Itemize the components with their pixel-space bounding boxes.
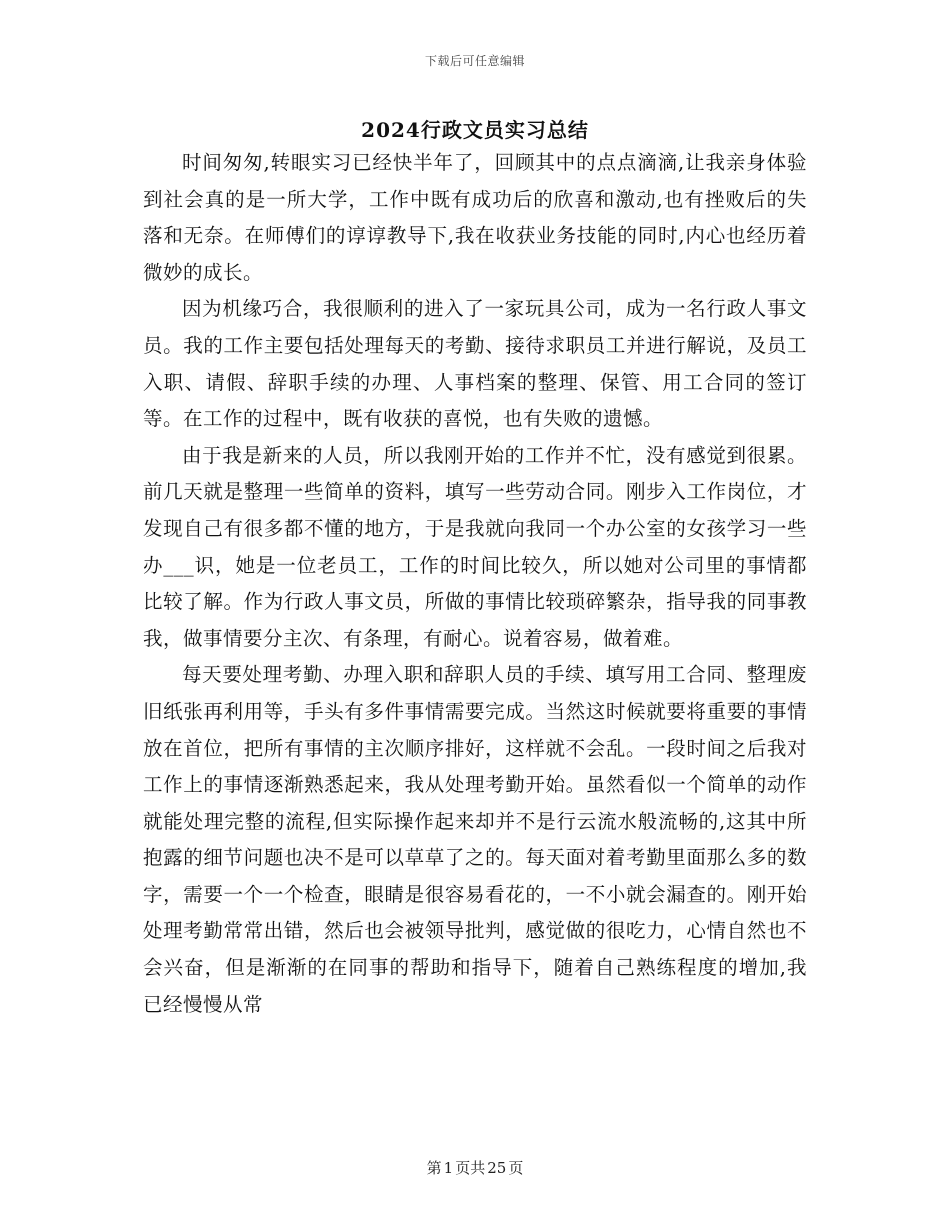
page-footer xyxy=(0,1157,950,1178)
page-number: 1 xyxy=(443,1159,454,1177)
footer-middle: 页共 xyxy=(455,1159,486,1177)
paragraph: 每天要处理考勤、办理入职和辞职人员的手续、填写用工合同、整理废旧纸张再利用等，手头有多件事情需要完成。当然这时候就要将重要的事情放在首位，把所有事情的主次顺序排好，这样就不会乱。一段时间之后我对工作上的事情逐渐熟悉起来，我从处理考勤开始。虽然看似一个简单的动作就能处理完整的流程,但实际操作起来却并不是行云流水般流畅的,这其中所抱露的细节问题也决不是可以草草了之的。每天面对着考勤里面那么多的数字，需要一个一个检查，眼睛是很容易看花的，一不小就会漏查的。刚开始处理考勤常常出错，然后也会被领导批判，感觉做的很吃力，心情自然也不会兴奋，但是渐渐的在同事的帮助和指导下，随着自己熟练程度的增加,我已经慢慢从常 xyxy=(143,663,807,1016)
paragraph: 时间匆匆,转眼实习已经快半年了，回顾其中的点点滴滴,让我亲身体验到社会真的是一所大学，工作中既有成功后的欣喜和激动,也有挫败后的失落和无奈。在师傅们的谆谆教导下,我在收获业务技能的同时,内心也经历着微妙的成长。 xyxy=(143,151,807,284)
document-body xyxy=(143,145,807,1023)
footer-suffix: 页 xyxy=(508,1159,524,1177)
footer-prefix: 第 xyxy=(426,1159,442,1177)
paragraph: 由于我是新来的人员，所以我刚开始的工作并不忙，没有感觉到很累。前几天就是整理一些简单的资料，填写一些劳动合同。刚步入工作岗位，才发现自己有很多都不懂的地方，于是我就向我同一个办公室的女孩学习一些办___识，她是一位老员工，工作的时间比较久，所以她对公司里的事情都比较了解。作为行政人事文员，所做的事情比较琐碎繁杂，指导我的同事教我，做事情要分主次、有条理，有耐心。说着容易，做着难。 xyxy=(143,443,807,650)
document-title: 2024行政文员实习总结 xyxy=(361,118,589,142)
header-note: 下载后可任意编辑 xyxy=(424,54,525,68)
paragraph: 因为机缘巧合，我很顺利的进入了一家玩具公司，成为一名行政人事文员。我的工作主要包括处理每天的考勤、接待求职员工并进行解说，及员工入职、请假、辞职手续的办理、人事档案的整理、保管、用工合同的签订等。在工作的过程中，既有收获的喜悦，也有失败的遗憾。 xyxy=(143,297,807,431)
total-pages: 25 xyxy=(487,1159,507,1177)
